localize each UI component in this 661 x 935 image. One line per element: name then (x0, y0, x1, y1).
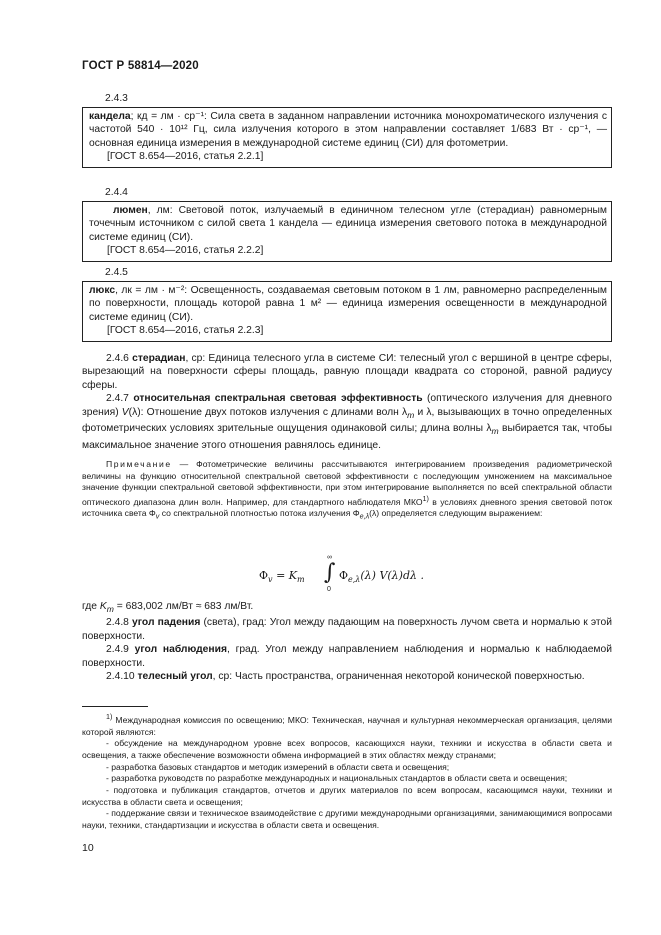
paragraphs-246-247 (82, 352, 612, 452)
paragraph-number: 2.4.9 (106, 644, 129, 656)
footnote-item: - обсуждение на международном уровне всех вопросов, касающихся науки, техники и искусства в области света и освещения, а также обеспечение возможности обмена информацией в этих областях между странами; (82, 738, 612, 760)
footnote-item: - разработка руководств по разработке международных и национальных стандартов в области света и освещения; (106, 773, 568, 784)
entry-number-2-4-3: 2.4.3 (105, 93, 128, 104)
page-number: 10 (82, 842, 94, 854)
paragraph-number: 2.4.10 (106, 671, 135, 683)
integral-sign: ∫ (324, 560, 336, 585)
term-angle-of-observation: угол наблюдения (134, 644, 227, 656)
term-lux: люкс (89, 285, 116, 296)
definition-lumen: , лм: Световой поток, излучаемый в единичном телесном угле (стерадиан) равномерным точечным источником с силой света 1 кандела — единица измерения светового потока в международной системе единиц (СИ). (89, 205, 607, 243)
note-text: в условиях дневного зрения световой поток источника света Φ (82, 496, 612, 519)
reference-lux: [ГОСТ 8.654—2016, статья 2.2.3] (107, 325, 264, 337)
text-segment: (оптического излучения для дневного зрения) (82, 393, 612, 418)
footnote-text: Международная комиссия по освещению; МКО: Техническая, научная и культурная некоммерческая организация, целями которой являются: (82, 714, 612, 737)
term-angle-of-incidence: угол падения (132, 617, 201, 629)
term-steradian: стерадиан (132, 353, 186, 364)
subscript-m: m (491, 426, 499, 437)
footnote-item: - поддержание связи и техническое взаимодействие с другими международными организациями, занимающимися вопросами науки, техники, стандартизации и искусства в области света и освещения. (82, 808, 612, 831)
definition-candela: ; кд = лм · ср⁻¹: Сила света в заданном направлении источника монохроматического излучения с частотой 540 · 10¹² Гц, сила излучения которого в этом направлении составляет 1/683 Вт · ср⁻¹, — основная единица измерения в международной системе единиц (СИ) для фотометрии. (89, 111, 607, 149)
formula-k: K (288, 569, 297, 582)
reference-lumen: [ГОСТ 8.654—2016, статья 2.2.2] (107, 245, 264, 257)
entry-number-2-4-4: 2.4.4 (105, 187, 128, 198)
paragraphs-248-2410 (82, 600, 612, 683)
symbol-k: K (99, 601, 107, 612)
term-solid-angle: телесный угол (137, 671, 213, 683)
definition-lux: , лк = лм · м⁻²: Освещенность, создаваемая световым потоком в 1 лм, равномерно распределенным по поверхности, площадь которой равна 1 м² — единица измерения освещенности в международной системе единиц (СИ). (89, 285, 607, 323)
where-clause (82, 600, 612, 616)
note-text: (λ) определяется следующим выражением: (369, 508, 543, 519)
definition-steradian: , ср: Единица телесного угла в системе СИ: телесный угол с вершиной в центре сферы, вырезающий на поверхности сферы площадь, равную площади квадрата со стороной, равной радиусу сферы. (82, 353, 612, 391)
definition-box-lux (82, 281, 612, 342)
footnote (82, 712, 612, 832)
paragraph-angle-of-incidence (82, 616, 612, 643)
footnote-item: - разработка базовых стандартов и методик измерений в области света и освещения; (106, 761, 450, 772)
footnote-item: - подготовка и публикация стандартов, отчетов и других материалов по всем вопросам, касающимся науки, техники и искусства в области света и освещения; (82, 785, 612, 807)
text-segment: выбирается так, чтобы максимальное значение этого отношения равнялось единице. (82, 423, 613, 451)
footnote-mark: 1) (422, 494, 429, 503)
definition-box-candela (82, 107, 612, 168)
formula-phi-e: Φ (339, 569, 349, 582)
formula-luminous-flux (0, 554, 661, 600)
text-segment: (λ): Отношение двух потоков излучения с длинами волн λ (128, 406, 408, 418)
paragraph-luminous-efficiency (82, 392, 612, 452)
subscript-e-lambda: e,λ (359, 512, 370, 521)
paragraph-steradian (82, 352, 612, 392)
footnote-separator (82, 706, 148, 707)
integral-lower-limit: 0 (327, 586, 331, 593)
term-luminous-efficiency: относительная спектральная световая эффективность (133, 393, 423, 405)
formula-equals: = (276, 569, 286, 582)
entry-number-2-4-5: 2.4.5 (105, 267, 128, 278)
text-segment: где (82, 601, 100, 612)
note-text: — Фотометрические величины рассчитываются интегрированием произведения радиометрической величины на функцию относительной спектральной световой эффективности с последующим умножением на максимальное значение функции спектральной световой эффективности, при этом интегрирование выполняется по всей спектральной области оптического диапазона длин волн. Например, для стандартного наблюдателя МКО (82, 459, 612, 507)
subscript-m: m (106, 604, 114, 615)
document-code: ГОСТ Р 58814—2020 (82, 60, 199, 72)
paragraph-number: 2.4.8 (106, 617, 129, 629)
formula-sub-e-lambda: e,λ (348, 575, 361, 585)
formula-sub-v: v (268, 575, 273, 585)
paragraph-solid-angle (82, 670, 612, 683)
footnote-mark: 1) (106, 713, 113, 721)
subscript-m: m (407, 409, 415, 420)
integral-upper-limit: ∞ (327, 554, 332, 561)
formula-sub-m: m (297, 575, 305, 585)
text-segment: = 683,002 лм/Вт ≈ 683 лм/Вт. (113, 601, 254, 612)
paragraph-number: 2.4.7 (106, 393, 129, 405)
definition-angle-of-observation: , град. Угол между направлением наблюдения и нормалью к наблюдаемой поверхности. (82, 644, 612, 669)
term-candela: кандела (89, 111, 131, 122)
note-label: Примечание (106, 459, 172, 469)
formula-integrand: (λ) V(λ)dλ . (360, 569, 424, 582)
symbol-v: V (121, 406, 129, 418)
paragraph-angle-of-observation (82, 643, 612, 670)
subscript-v: v (155, 512, 160, 521)
definition-solid-angle: , ср: Часть пространства, ограниченная некоторой конической поверхностью. (212, 671, 585, 683)
reference-candela: [ГОСТ 8.654—2016, статья 2.2.1] (107, 151, 264, 163)
paragraph-number: 2.4.6 (106, 353, 129, 364)
text-segment: и λ, вызывающих в точно определенных фотометрических условиях зрительные ощущения одинаковой силы; длина волны λ (82, 406, 612, 435)
formula-phi: Φ (259, 569, 269, 582)
term-lumen: люмен (113, 205, 148, 216)
note-text: со спектральной плотностью потока излучения Φ (159, 508, 360, 519)
definition-angle-of-incidence: (света), град: Угол между падающим на поверхность лучом света и нормалью к этой поверхности. (82, 617, 612, 642)
note-block (82, 459, 612, 524)
definition-box-lumen (82, 201, 612, 262)
